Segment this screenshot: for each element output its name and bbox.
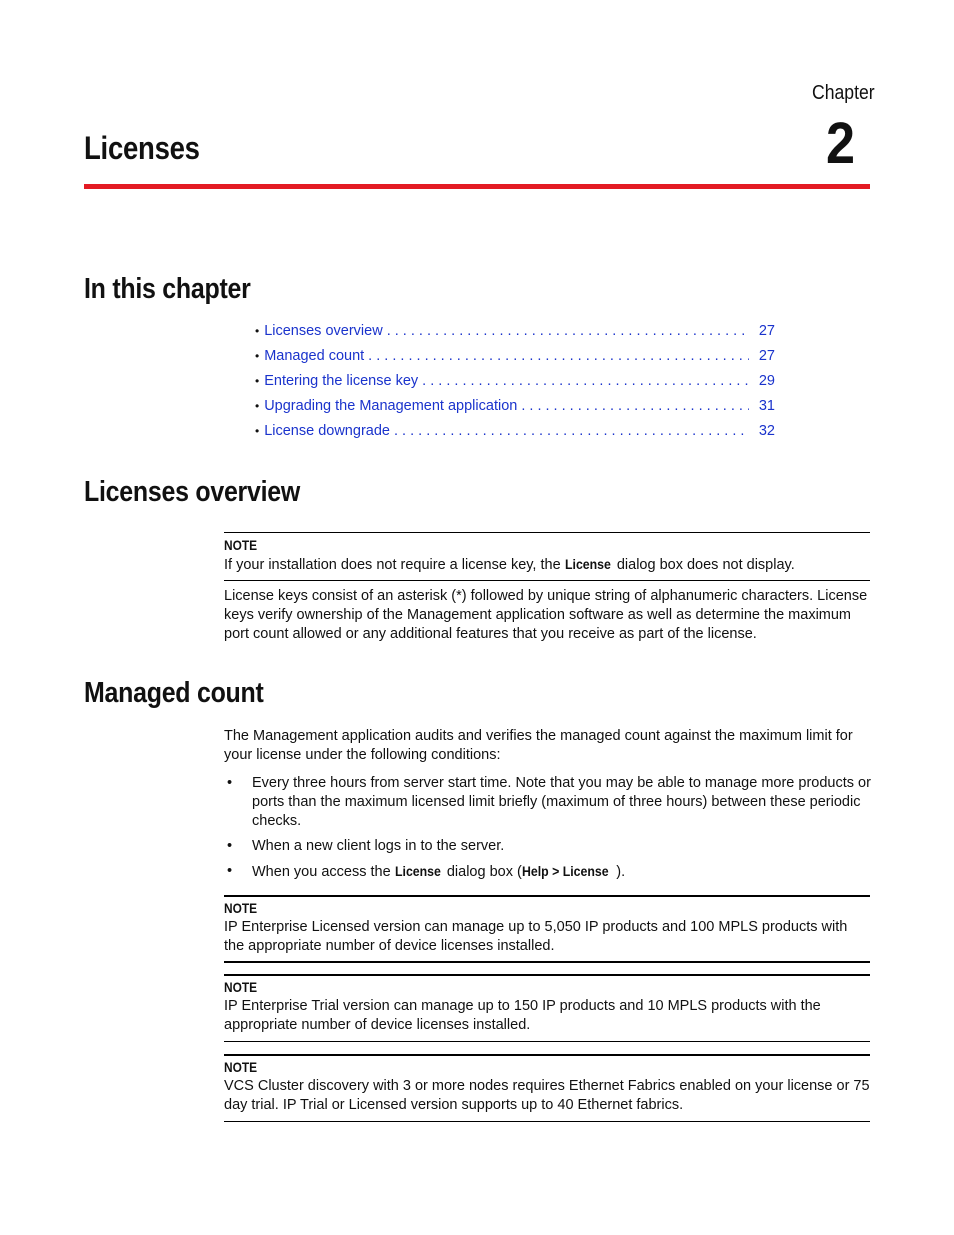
bullet-icon: • — [227, 838, 233, 854]
list-item: • Every three hours from server start time. Note that you may be able to manage more products or ports than the maximum licensed limit briefly (maximum of three hours) between these periodic checks. — [227, 775, 871, 829]
chapter-number: 2 — [826, 111, 856, 176]
note-bottom-rule — [224, 961, 870, 963]
toc-link[interactable]: Managed count — [264, 348, 365, 364]
chapter-title: Licenses — [84, 130, 200, 166]
note-bottom-rule — [224, 1041, 870, 1042]
toc-leader — [422, 369, 749, 394]
note-text: IP Enterprise Licensed version can manage up to 5,050 IP products and 100 MPLS products with the appropriate number of device licenses installed. — [224, 919, 848, 954]
bullet-icon: • — [255, 424, 260, 438]
note-box — [224, 974, 870, 1042]
menu-path: Help > License — [521, 863, 609, 879]
toc-link[interactable]: Licenses overview — [264, 323, 383, 339]
toc-list — [255, 319, 775, 444]
ui-term: License — [394, 863, 441, 879]
bullet-icon: • — [255, 349, 260, 363]
note-bottom-rule — [224, 580, 870, 581]
list-item: • When you access the License dialog box (Help > License ). — [227, 863, 626, 880]
bullet-icon: • — [227, 863, 233, 879]
toc-item[interactable] — [255, 344, 775, 369]
note-label: NOTE — [224, 979, 258, 995]
bullet-icon: • — [255, 374, 260, 388]
licenses-overview-heading: Licenses overview — [84, 476, 301, 508]
note-text: VCS Cluster discovery with 3 or more nodes requires Ethernet Fabrics enabled on your license or 75 day trial. IP Trial or Licensed version supports up to 40 Ethernet fabrics. — [224, 1078, 870, 1113]
toc-leader — [521, 394, 749, 419]
toc-leader — [368, 344, 749, 369]
list-item: • When a new client logs in to the server. — [227, 838, 505, 854]
conditions-list — [224, 774, 872, 882]
note-bottom-rule — [224, 1121, 870, 1122]
managed-count-intro: The Management application audits and verifies the managed count against the maximum limit for your license under the following conditions: — [224, 728, 853, 763]
note-text: IP Enterprise Trial version can manage up to 150 IP products and 10 MPLS products with the appropriate number of device licenses installed. — [224, 998, 821, 1033]
bullet-icon: • — [255, 399, 260, 413]
note-label: NOTE — [224, 900, 258, 916]
chapter-divider — [84, 184, 870, 189]
toc-link[interactable]: License downgrade — [264, 423, 390, 439]
toc-leader — [387, 319, 749, 344]
toc-page[interactable]: 31 — [758, 398, 775, 414]
note-label: NOTE — [224, 537, 258, 553]
bullet-icon: • — [255, 324, 260, 338]
chapter-label: Chapter — [812, 82, 875, 104]
bullet-icon: • — [227, 775, 233, 791]
toc-leader — [394, 419, 749, 444]
toc-item[interactable] — [255, 369, 775, 394]
toc-page[interactable]: 32 — [758, 423, 775, 439]
note-box — [224, 895, 870, 963]
note-box — [224, 532, 870, 581]
overview-paragraph: License keys consist of an asterisk (*) followed by unique string of alphanumeric characters. License keys verify ownership of the Management application software as well as determine the maximum port count allowed or any additional features that you receive as part of the license. — [224, 588, 868, 642]
note-box — [224, 1054, 870, 1122]
note-text: If your installation does not require a license key, the License dialog box does not display. — [224, 556, 795, 573]
toc-page[interactable]: 27 — [758, 323, 775, 339]
toc-link[interactable]: Upgrading the Management application — [264, 398, 518, 414]
toc-link[interactable]: Entering the license key — [264, 373, 419, 389]
in-this-chapter-heading: In this chapter — [84, 273, 251, 305]
managed-count-heading: Managed count — [84, 677, 264, 709]
toc-page[interactable]: 27 — [758, 348, 775, 364]
note-label: NOTE — [224, 1059, 258, 1075]
toc-item[interactable] — [255, 394, 775, 419]
toc-item[interactable] — [255, 419, 775, 444]
toc-page[interactable]: 29 — [758, 373, 775, 389]
ui-term: License — [564, 556, 611, 572]
toc-item[interactable] — [255, 319, 775, 344]
